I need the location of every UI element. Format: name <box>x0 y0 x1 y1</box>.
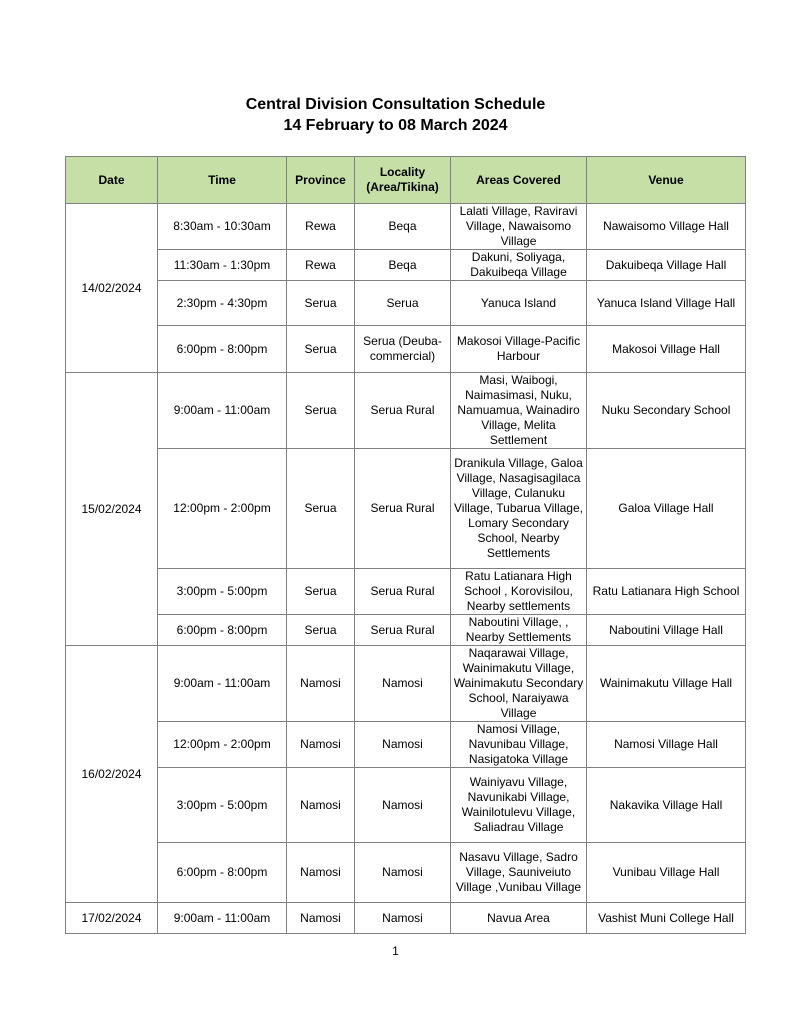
locality-cell: Serua Rural <box>355 373 451 449</box>
time-cell: 12:00pm - 2:00pm <box>158 722 287 768</box>
schedule-table <box>65 156 746 934</box>
table-row <box>66 281 746 326</box>
time-cell: 6:00pm - 8:00pm <box>158 843 287 903</box>
time-cell: 9:00am - 11:00am <box>158 373 287 449</box>
venue-cell: Vashist Muni College Hall <box>587 903 746 934</box>
table-row <box>66 326 746 373</box>
province-cell: Rewa <box>287 204 355 250</box>
table-row <box>66 722 746 768</box>
time-cell: 12:00pm - 2:00pm <box>158 449 287 569</box>
areas-cell: Wainiyavu Village, Navunikabi Village, Wainilotulevu Village, Saliadrau Village <box>451 768 587 843</box>
province-cell: Serua <box>287 373 355 449</box>
table-row <box>66 768 746 843</box>
province-cell: Namosi <box>287 843 355 903</box>
venue-cell: Nakavika Village Hall <box>587 768 746 843</box>
time-cell: 9:00am - 11:00am <box>158 646 287 722</box>
time-cell: 6:00pm - 8:00pm <box>158 326 287 373</box>
venue-cell: Ratu Latianara High School <box>587 569 746 615</box>
locality-cell: Serua Rural <box>355 615 451 646</box>
province-cell: Serua <box>287 449 355 569</box>
locality-cell: Serua <box>355 281 451 326</box>
province-cell: Serua <box>287 281 355 326</box>
column-header-time: Time <box>158 157 287 204</box>
date-cell: 15/02/2024 <box>66 373 158 646</box>
table-row <box>66 449 746 569</box>
venue-cell: Galoa Village Hall <box>587 449 746 569</box>
province-cell: Serua <box>287 615 355 646</box>
venue-cell: Nawaisomo Village Hall <box>587 204 746 250</box>
province-cell: Namosi <box>287 768 355 843</box>
locality-cell: Beqa <box>355 204 451 250</box>
time-cell: 2:30pm - 4:30pm <box>158 281 287 326</box>
table-row <box>66 250 746 281</box>
column-header-province: Province <box>287 157 355 204</box>
areas-cell: Navua Area <box>451 903 587 934</box>
table-row <box>66 373 746 449</box>
areas-cell: Nasavu Village, Sadro Village, Sauniveiuto Village ,Vunibau Village <box>451 843 587 903</box>
locality-cell: Namosi <box>355 768 451 843</box>
column-header-areas-covered: Areas Covered <box>451 157 587 204</box>
time-cell: 11:30am - 1:30pm <box>158 250 287 281</box>
province-cell: Namosi <box>287 903 355 934</box>
date-cell: 16/02/2024 <box>66 646 158 903</box>
venue-cell: Nuku Secondary School <box>587 373 746 449</box>
venue-cell: Naboutini Village Hall <box>587 615 746 646</box>
areas-cell: Dakuni, Soliyaga, Dakuibeqa Village <box>451 250 587 281</box>
table-row <box>66 615 746 646</box>
locality-cell: Serua Rural <box>355 569 451 615</box>
date-cell: 14/02/2024 <box>66 204 158 373</box>
time-cell: 3:00pm - 5:00pm <box>158 768 287 843</box>
areas-cell: Namosi Village, Navunibau Village, Nasigatoka Village <box>451 722 587 768</box>
areas-cell: Yanuca Island <box>451 281 587 326</box>
locality-cell: Namosi <box>355 722 451 768</box>
venue-cell: Namosi Village Hall <box>587 722 746 768</box>
locality-cell: Namosi <box>355 903 451 934</box>
locality-cell: Beqa <box>355 250 451 281</box>
column-header-venue: Venue <box>587 157 746 204</box>
venue-cell: Vunibau Village Hall <box>587 843 746 903</box>
areas-cell: Naboutini Village, , Nearby Settlements <box>451 615 587 646</box>
venue-cell: Yanuca Island Village Hall <box>587 281 746 326</box>
locality-cell: Namosi <box>355 646 451 722</box>
document-title: Central Division Consultation Schedule <box>245 96 546 113</box>
venue-cell: Wainimakutu Village Hall <box>587 646 746 722</box>
areas-cell: Dranikula Village, Galoa Village, Nasagisagilaca Village, Culanuku Village, Tubarua Village, Lomary Secondary School, Nearby Settlements <box>451 449 587 569</box>
time-cell: 3:00pm - 5:00pm <box>158 569 287 615</box>
areas-cell: Naqarawai Village, Wainimakutu Village, Wainimakutu Secondary School, Naraiyawa Village <box>451 646 587 722</box>
date-cell: 17/02/2024 <box>66 903 158 934</box>
province-cell: Serua <box>287 326 355 373</box>
table-row <box>66 204 746 250</box>
areas-cell: Lalati Village, Raviravi Village, Nawaisomo Village <box>451 204 587 250</box>
areas-cell: Masi, Waibogi, Naimasimasi, Nuku, Namuamua, Wainadiro Village, Melita Settlement <box>451 373 587 449</box>
venue-cell: Makosoi Village Hall <box>587 326 746 373</box>
province-cell: Namosi <box>287 722 355 768</box>
areas-cell: Makosoi Village-Pacific Harbour <box>451 326 587 373</box>
column-header-date: Date <box>66 157 158 204</box>
time-cell: 9:00am - 11:00am <box>158 903 287 934</box>
venue-cell: Dakuibeqa Village Hall <box>587 250 746 281</box>
page-number: 1 <box>392 944 399 958</box>
province-cell: Rewa <box>287 250 355 281</box>
table-row <box>66 843 746 903</box>
document-subtitle: 14 February to 08 March 2024 <box>283 117 508 134</box>
column-header-locality: Locality (Area/Tikina) <box>355 157 451 204</box>
table-header-row <box>66 157 746 204</box>
locality-cell: Serua (Deuba-commercial) <box>355 326 451 373</box>
locality-cell: Namosi <box>355 843 451 903</box>
time-cell: 6:00pm - 8:00pm <box>158 615 287 646</box>
table-row <box>66 569 746 615</box>
time-cell: 8:30am - 10:30am <box>158 204 287 250</box>
locality-cell: Serua Rural <box>355 449 451 569</box>
province-cell: Namosi <box>287 646 355 722</box>
province-cell: Serua <box>287 569 355 615</box>
areas-cell: Ratu Latianara High School , Korovisilou, Nearby settlements <box>451 569 587 615</box>
table-row <box>66 903 746 934</box>
table-row <box>66 646 746 722</box>
